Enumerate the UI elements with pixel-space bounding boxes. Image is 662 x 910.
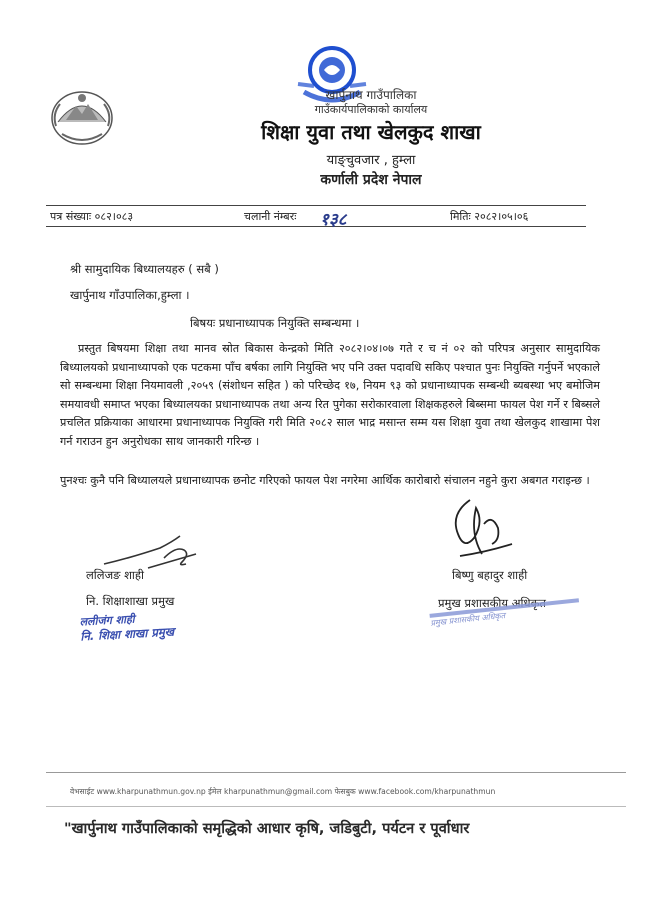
left-stamp-line-1: ललीजंग शाही <box>79 612 135 629</box>
right-title-stamp: प्रमुख प्रशासकीय अधिकृत <box>429 598 580 632</box>
left-stamp-line-2: नि. शिक्षा शाखा प्रमुख <box>80 624 175 644</box>
letter-date: मितिः २०८२।०५।०६ <box>450 210 529 223</box>
recipient-line-1: श्री सामुदायिक बिध्यालयहरु ( सबै ) <box>70 262 219 276</box>
letter-subject: बिषयः प्रधानाध्यापक नियुक्ति सम्बन्धमा । <box>190 316 360 330</box>
footer-slogan: "खार्पुनाथ गाउँपालिकाको समृद्धिको आधार कृषि, जडिबुटी, पर्यटन र पूर्वाधार <box>64 820 470 837</box>
footer-divider <box>46 772 626 773</box>
reference-bar <box>46 205 586 227</box>
municipality-name: खार्पुनाथ गाउँपालिका <box>325 88 417 102</box>
place-name: याङ्चुवजार , हुम्ला <box>326 153 416 168</box>
body-paragraph-1: प्रस्तुत बिषयमा शिक्षा तथा मानव स्रोत बिकास केन्द्रको मिति २०८२।०४।०७ गते र च नं ०२ को परिपत्र अनुसार सामुदायिक बिध्यालयको प्रधानाध्यापको एक पटकमा पाँच बर्षका लागि नियुक्ति भए पनि उक्त पदावधि सकिए पश्चात पुनः नियुक्ति गर्नुपर्ने भएकाले सो सम्बन्धमा शिक्षा नियमावली ,२०५९ (संशोधन सहित ) को परिच्छेद १७, नियम ९३ को प्रधानाध्यापक सम्बन्धी ब्यबस्था भए बमोजिम समयावधी समाप्त भएका बिध्यालयका प्रधानाध्यापक तथा अन्य रित पुगेका सरोकारवाला शिक्षकहरुले बिब्समा फायल पेश गर्ने र बिब्सले प्रचलित प्रक्रियाका आधारमा प्रधानाध्यापक नियुक्ति गरी मिति २०८२ साल भाद्र मसान्त सम्म यस शिक्षा युवा तथा खेलकुद शाखामा पेश गर्न गराउन हुन अनुरोधका साथ जानकारी गरिन्छ । <box>60 342 600 448</box>
left-signatory-title: नि. शिक्षाशाखा प्रमुख <box>86 594 175 608</box>
dispatch-number-value: १३८ <box>320 210 347 230</box>
province-name: कर्णाली प्रदेश नेपाल <box>320 172 422 188</box>
left-name-stamp <box>79 610 174 645</box>
right-signature-icon <box>440 494 520 566</box>
footer-divider-2 <box>46 806 626 807</box>
left-signatory-name: ललिजङ शाही <box>86 568 144 582</box>
right-signatory-name: बिष्णु बहादुर शाही <box>452 568 528 582</box>
section-title: शिक्षा युवा तथा खेलकुद शाखा <box>261 120 481 144</box>
footer-contact: वेभसाईट www.kharpunathmun.gov.np ईमेल kharpunathmun@gmail.com फेसबुक www.facebook.com/kharpunathmun <box>70 787 496 796</box>
letter-number: पत्र संख्याः ०८२।०८३ <box>50 210 134 223</box>
office-name: गाउँकार्यपालिकाको कार्यालय <box>314 103 428 116</box>
right-signatory-title: प्रमुख प्रशासकीय अधिकृत <box>438 596 546 610</box>
body-paragraph-2: पुनश्चः कुनै पनि बिध्यालयले प्रधानाध्यापक छनोट गरिएको फायल पेश नगरेमा आर्थिक कारोबारो संचालन नहुने कुरा अबगत गराइन्छ । <box>60 474 590 487</box>
recipient-line-2: खार्पुनाथ गाँउपालिका,हुम्ला । <box>70 288 190 302</box>
dispatch-number-label: चलानी नंम्बरः <box>244 210 297 223</box>
